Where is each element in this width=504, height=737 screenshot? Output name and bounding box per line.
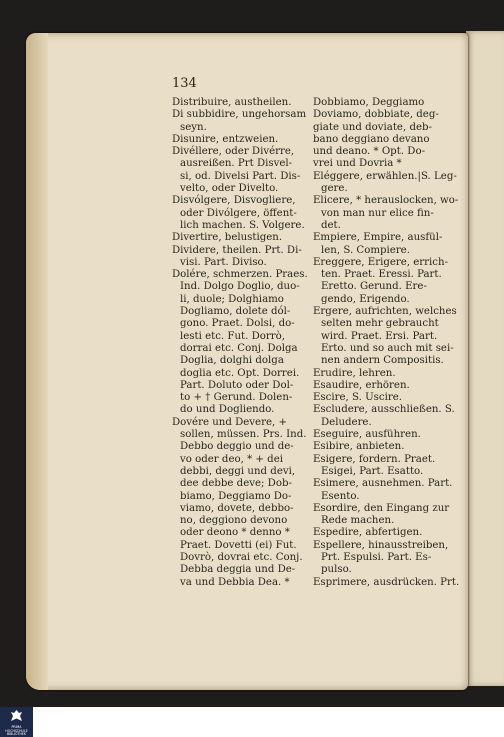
left-line: Dovrò, dovrai etc. Conj. <box>180 551 303 563</box>
right-line: Esimere, ausnehmen. Part. <box>313 478 453 490</box>
left-line: seyn. <box>180 121 207 133</box>
left-line: li, duole; Dolghiamo <box>180 293 284 305</box>
left-line: Debba deggia und De- <box>180 564 296 576</box>
right-line: von man nur elice fin- <box>321 207 434 219</box>
right-line: giate und doviate, deb- <box>313 121 432 133</box>
left-line: oder deono * denno * <box>180 527 290 539</box>
right-line: Rede machen. <box>321 515 395 527</box>
left-line: lesti etc. Fut. Dorrò, <box>180 330 286 342</box>
left-line: va und Debbia Dea. * <box>180 576 290 588</box>
left-line: sollen, müssen. Prs. Ind. <box>180 429 307 441</box>
library-crest-icon <box>10 710 23 722</box>
left-line: Distribuire, austheilen. <box>172 97 292 108</box>
right-line: Escludere, ausschließen. S. <box>313 404 455 416</box>
right-line: Prt. Espulsi. Part. Es- <box>321 551 432 563</box>
right-line: Deludere. <box>321 416 372 428</box>
library-logo-text: PRIMA HOCHSCHULE BIBLIOTHEK <box>5 725 28 737</box>
right-line: Esaudire, erhören. <box>313 379 410 391</box>
right-line: gere. <box>321 183 348 195</box>
left-line: lich machen. S. Volgere. <box>180 219 305 231</box>
right-line: Elicere, * herauslocken, wo- <box>313 195 459 207</box>
right-page-edge <box>466 31 504 686</box>
left-line: Disunire, entzweien. <box>172 133 279 145</box>
left-line: Divertire, belustigen. <box>172 232 283 244</box>
library-logo[interactable] <box>0 707 33 737</box>
left-line: Ind. Dolgo Doglio, duo- <box>180 281 300 293</box>
left-line: no, deggiono devono <box>180 515 288 527</box>
left-line: Dividere, theilen. Prt. Di- <box>172 244 302 256</box>
right-line: bano deggiano devano <box>313 133 430 145</box>
left-line: viamo, dovete, debbo- <box>180 502 294 514</box>
right-line: und deano. * Opt. Do- <box>313 146 426 158</box>
right-line: Erto. und so auch mit sei- <box>321 342 454 354</box>
right-line: Eléggere, erwählen.|S. Leg- <box>313 170 457 182</box>
right-line: Esigei, Part. Esatto. <box>321 465 424 477</box>
right-text-column <box>313 97 460 589</box>
left-line: Praet. Dovetti (ei) Fut. <box>180 539 297 551</box>
right-line: gendo, Erigendo. <box>321 293 410 305</box>
left-line: Part. Doluto oder Dol- <box>180 379 294 391</box>
left-line: Disvólgere, Disvogliere, <box>172 195 296 207</box>
right-line: Doviamo, dobbiate, deg- <box>313 109 439 121</box>
right-line: Espellere, hinausstreiben, <box>313 539 449 551</box>
right-line: Dobbiamo, Deggiamo <box>313 97 425 108</box>
right-line: pulso. <box>321 564 352 576</box>
left-line: Doglia, dolghi dolga <box>180 355 284 367</box>
right-line: nen andern Compositis. <box>321 355 444 367</box>
left-line: Dogliamo, dolete dól- <box>180 306 291 318</box>
right-line: Esigere, fordern. Praet. <box>313 453 436 465</box>
left-line: Dolére, schmerzen. Praes. <box>172 269 308 281</box>
right-line: Espedire, abfertigen. <box>313 527 423 539</box>
right-line: selten mehr gebraucht <box>321 318 439 330</box>
right-line: ten. Praet. Eressi. Part. <box>321 269 442 281</box>
right-line: Erudire, lehren. <box>313 367 396 379</box>
left-line: oder Divólgere, öffent- <box>180 207 297 219</box>
right-line: Eseguire, ausführen. <box>313 429 421 441</box>
right-line: Empiere, Empire, ausfül- <box>313 232 443 244</box>
left-line: Debbo deggio und de- <box>180 441 294 453</box>
left-line: doglia etc. Opt. Dorrei. <box>180 367 300 379</box>
left-line: Divéllere, oder Divérre, <box>172 146 295 158</box>
left-text-column <box>172 97 306 589</box>
viewer-footer <box>0 707 504 737</box>
left-line: velto, oder Divelto. <box>180 183 279 195</box>
right-line: Escire, S. Uscire. <box>313 392 403 404</box>
right-line: Ergere, aufrichten, welches <box>313 306 457 318</box>
right-line: Esibire, anbieten. <box>313 441 405 453</box>
right-line: Esordire, den Eingang zur <box>313 502 450 514</box>
left-line: dorrai etc. Conj. Dolga <box>180 342 298 354</box>
left-line: vo oder deo, * + dei <box>180 453 283 465</box>
left-line: si, od. Divelsi Part. Dis- <box>180 170 301 182</box>
right-line: Esento. <box>321 490 360 502</box>
right-line: det. <box>321 219 341 231</box>
left-line: debbi, deggi und devi, <box>180 465 296 477</box>
right-line: vrei und Dovria * <box>313 158 402 170</box>
page-number: 134 <box>172 76 197 91</box>
left-line: to + † Gerund. Dolen- <box>180 392 293 404</box>
right-line: Ereggere, Erigere, errich- <box>313 256 449 268</box>
left-line: Di subbidire, ungehorsam <box>172 109 307 121</box>
left-line: gono. Praet. Dolsi, do- <box>180 318 295 330</box>
left-line: biamo, Deggiamo Do- <box>180 490 292 502</box>
right-line: len, S. Compiere. <box>321 244 410 256</box>
left-line: visi. Part. Diviso. <box>180 256 267 268</box>
right-line: wird. Praet. Ersi. Part. <box>321 330 438 342</box>
left-line: ausreißen. Prt Disvel- <box>180 158 293 170</box>
right-line: Esprimere, ausdrücken. Prt. <box>313 576 460 588</box>
left-line: Dovére und Devere, + <box>172 416 287 428</box>
right-line: Eretto. Gerund. Ere- <box>321 281 427 293</box>
left-line: dee debbe deve; Dob- <box>180 478 292 490</box>
left-line: do und Dogliendo. <box>180 404 275 416</box>
